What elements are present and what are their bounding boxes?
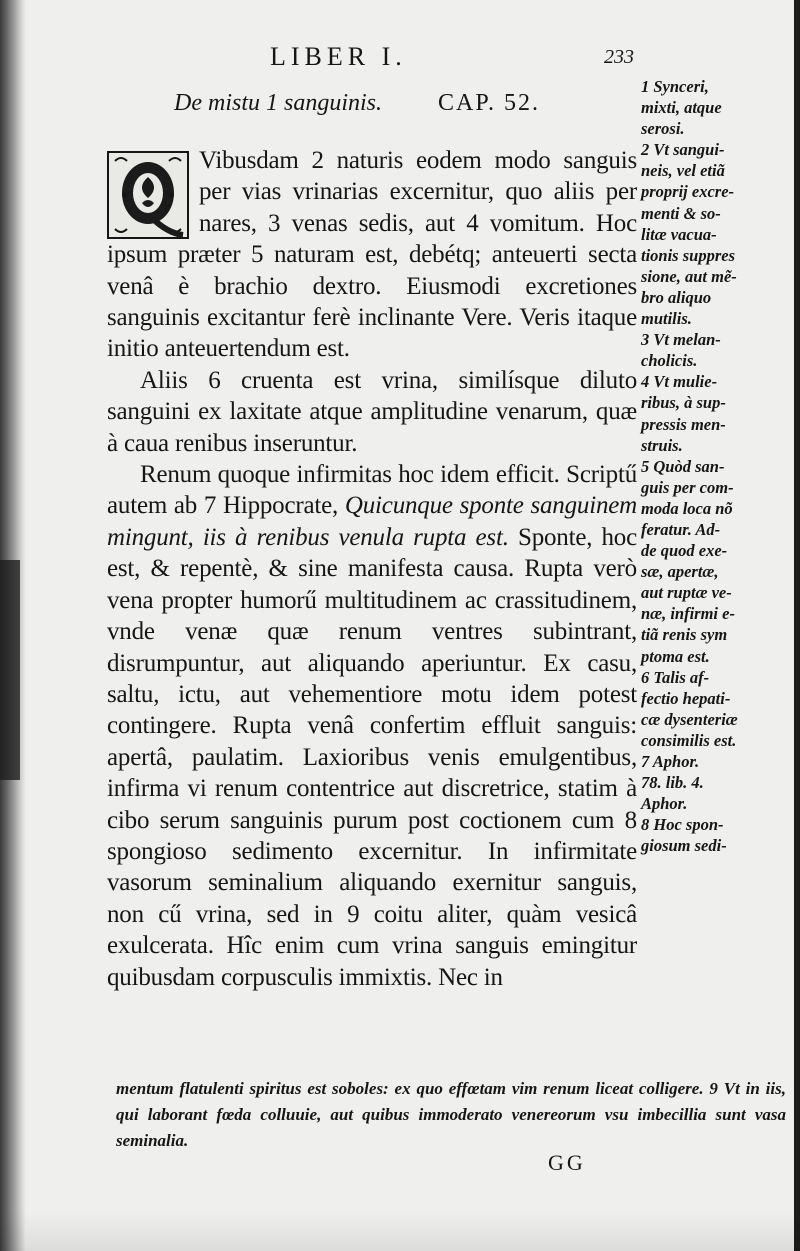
- margin-line: 7 Aphor.: [641, 752, 700, 771]
- paragraph-3-lead: Renum quoque infirmitas hoc idem efficit. Scriptű autem ab 7 Hippocrate,: [107, 461, 637, 520]
- paragraph-1-text: Vibusdam 2 naturis eodem modo sanguis per vias vrinarias excernitur, quo aliis per nares, 3 venas sedis, aut 4 vomitum. Hoc ipsum præter 5 naturam est, debétq; anteuerti secta venâ è brachio dextro. Eiusmodi excretiones sanguinis excitantur ferè inclinante Vere. Veris itaque initio anteuertendum est.: [107, 147, 637, 363]
- paragraph-3: [107, 459, 637, 993]
- margin-line: 1 Synceri,: [641, 77, 709, 96]
- paragraph-3-rest: Sponte, hoc est, & repentè, & sine manifesta causa. Rupta verò vena propter humorű multitudinem ac crassitudinem, vnde venæ quæ renum ventres subintrant, disrumpuntur, aut aliquando aperiuntur. Ex casu, saltu, ictu, aut vehementiore motu idem potest contingere. Rupta venâ confertim effluit sanguis: apertâ, paulatim. Laxioribus venis emulgentibus, infirma vi renum contentrice aut discretrice, statim à cibo serum sanguinis purum post coctionem cum 8 spongioso sedimento excernitur. In infirmitate vasorum seminalium aliquando exernitur sanguis, non cű vrina, sed in 9 coitu aliter, quàm vesicâ exulcerata. Hîc enim cum vrina sanguis emingitur quibusdam corpusculis immixtis. Nec in: [107, 523, 637, 991]
- margin-line: cæ dysenteriæ: [641, 709, 738, 729]
- margin-line: sione, aut mẽ-: [641, 266, 737, 286]
- margin-line: tionis suppres: [641, 245, 735, 265]
- margin-line: aut ruptæ ve-: [641, 583, 732, 603]
- margin-line: mixti, atque: [641, 98, 722, 118]
- margin-line: ptoma est.: [641, 646, 710, 666]
- margin-line: bro aliquo: [641, 287, 712, 307]
- margin-line: 2 Vt sangui-: [641, 140, 725, 160]
- margin-line: de quod exe-: [641, 541, 728, 561]
- page-bottom-shadow: [0, 1211, 800, 1251]
- paragraph-2: Aliis 6 cruenta est vrina, similísque diluto sanguini ex laxitate atque amplitudine venarum, quæ à caua renibus inseruntur.: [107, 366, 637, 457]
- margin-line: tiã renis sym: [641, 625, 728, 645]
- margin-line: Aphor.: [641, 794, 688, 814]
- margin-line: cholicis.: [641, 351, 698, 371]
- main-text-column: [107, 145, 637, 993]
- margin-line: 5 Quòd san-: [641, 456, 725, 476]
- footnote-continuation: mentum flatulenti spiritus est soboles: ex quo effœtam vim renum liceat colligere. 9 Vt in iis, qui laborant fœda colluuie, aut quibus immoderato venereorum vsu imbecillia sunt vasa seminalia.: [116, 1079, 786, 1150]
- margin-line: 8 Hoc spon-: [641, 815, 724, 835]
- running-head: LIBER I.: [270, 42, 407, 71]
- margin-line: 78. lib. 4.: [641, 773, 704, 793]
- hippocrates-quote: Quicunque sponte sanguinem mingunt, iis à renibus venula rupta est.: [107, 492, 637, 551]
- margin-line: consimilis est.: [641, 730, 737, 750]
- margin-notes: [641, 76, 791, 856]
- margin-line: næ, infirmi e-: [641, 604, 735, 624]
- signature-mark: GG: [548, 1150, 586, 1175]
- margin-line: ribus, à sup-: [641, 393, 726, 413]
- margin-line: sæ, apertæ,: [641, 562, 719, 582]
- margin-line: 6 Talis af-: [641, 667, 710, 687]
- margin-line: moda loca nõ: [641, 498, 733, 518]
- margin-line: litæ vacua-: [641, 224, 717, 244]
- page-number: 233: [604, 46, 634, 68]
- margin-line: 3 Vt melan-: [641, 330, 721, 350]
- margin-line: fectio hepati-: [641, 688, 731, 708]
- margin-line: giosum sedi-: [641, 836, 727, 856]
- paragraph-1: [107, 145, 637, 365]
- margin-line: struis.: [641, 435, 683, 455]
- margin-line: neis, vel etiã: [641, 161, 725, 181]
- drop-cap-q-icon: [107, 151, 189, 239]
- margin-line: pressis men-: [641, 414, 726, 434]
- margin-line: serosi.: [641, 119, 685, 139]
- margin-line: feratur. Ad-: [641, 519, 721, 539]
- gutter-stain: [0, 560, 20, 780]
- margin-line: 4 Vt mulie-: [641, 372, 718, 392]
- page-right-edge: [794, 0, 800, 1251]
- chapter-label: CAP. 52.: [438, 90, 541, 116]
- margin-line: menti & so-: [641, 203, 721, 223]
- margin-line: mutilis.: [641, 309, 692, 329]
- margin-line: proprij excre-: [641, 182, 735, 202]
- section-title: De mistu 1 sanguinis.: [174, 90, 383, 116]
- margin-line: guis per com-: [641, 477, 734, 497]
